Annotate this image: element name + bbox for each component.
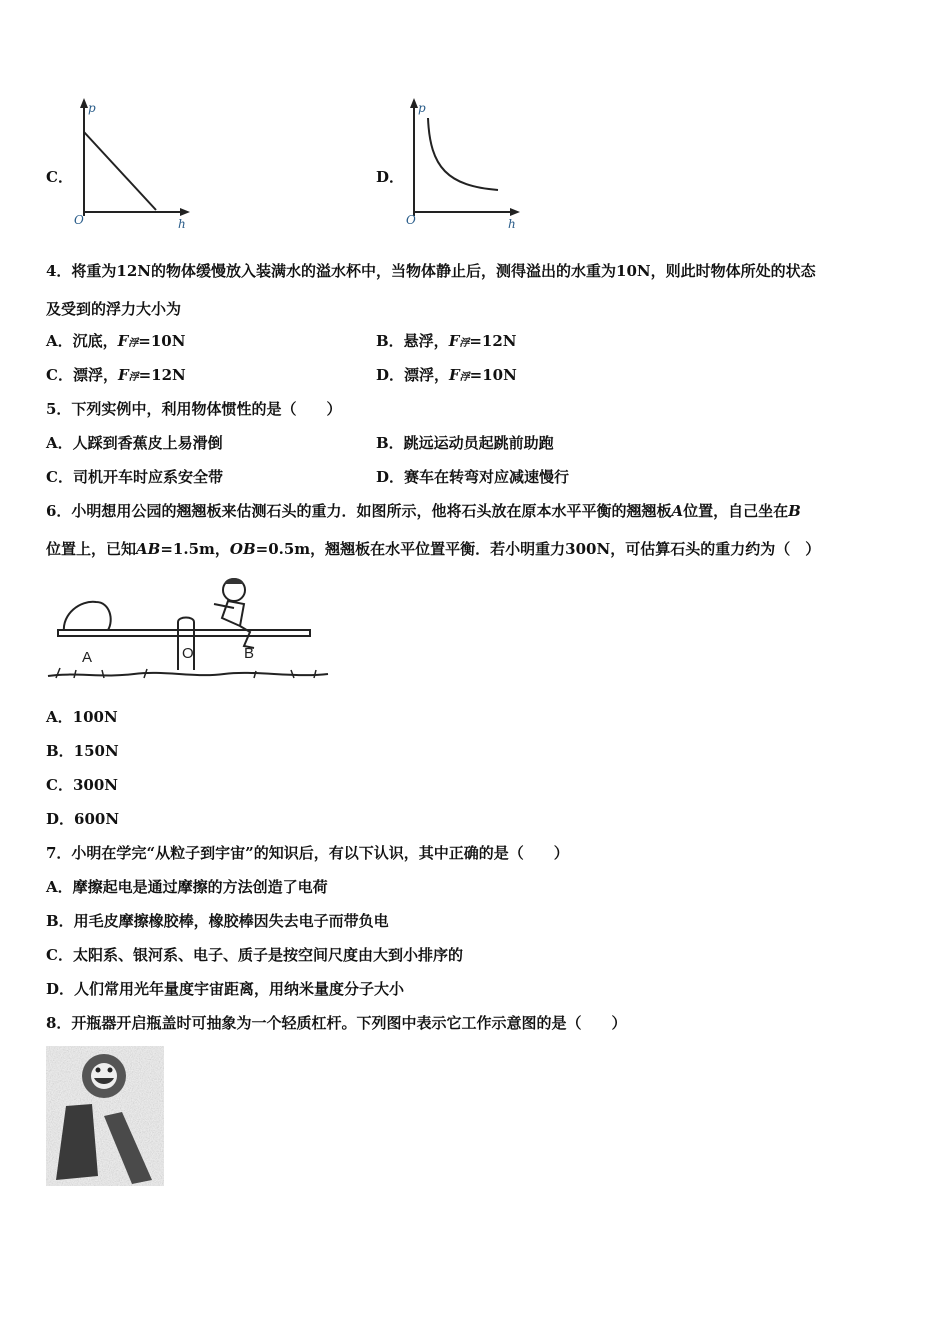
graph-d-inverse bbox=[398, 98, 528, 234]
q4-stem-line1: 4．将重为12N的物体缓慢放入装满水的溢水杯中，当物体静止后，测得溢出的水重为10N，则此时物体所处的状态 bbox=[46, 262, 816, 280]
q7-stem: 7．小明在学完“从粒子到宇宙”的知识后，有以下认识，其中正确的是（ ） bbox=[46, 844, 569, 862]
seesaw-label-b: B bbox=[244, 645, 255, 662]
q4-stem-line2: 及受到的浮力大小为 bbox=[46, 300, 182, 318]
stone-icon bbox=[64, 602, 111, 632]
q6-option-a: A．100N bbox=[46, 708, 118, 726]
q8-stem: 8．开瓶器开启瓶盖时可抽象为一个轻质杠杆。下列图中表示它工作示意图的是（ ） bbox=[46, 1014, 627, 1032]
seesaw-board bbox=[58, 630, 310, 636]
q7-option-b: B．用毛皮摩擦橡胶棒，橡胶棒因失去电子而带负电 bbox=[46, 912, 389, 930]
q4-option-c: C．漂浮，F浮=12N bbox=[46, 366, 186, 384]
graph-c-x-label: h bbox=[178, 217, 186, 231]
q5-option-d: D．赛车在转弯对应减速慢行 bbox=[376, 468, 570, 486]
graph-d-label: D． bbox=[376, 168, 405, 186]
q5-stem: 5．下列实例中，利用物体惯性的是（ ） bbox=[46, 400, 342, 418]
q6-stem-line2: 位置上，已知AB=1.5m，OB=0.5m，翘翘板在水平位置平衡．若小明重力300N，可估算石头的重力约为（ ） bbox=[46, 540, 821, 558]
graph-c-y-label: p bbox=[88, 101, 96, 115]
graph-d-x-label: h bbox=[508, 217, 516, 231]
graph-c-label: C． bbox=[46, 168, 73, 186]
q7-option-d: D．人们常用光年量度宇宙距离，用纳米量度分子大小 bbox=[46, 980, 405, 998]
q5-option-b: B．跳远运动员起跳前助跑 bbox=[376, 434, 554, 452]
q6-option-b: B．150N bbox=[46, 742, 119, 760]
seesaw-label-o: O bbox=[182, 645, 194, 662]
q6-option-d: D．600N bbox=[46, 810, 120, 828]
bottle-opener-image bbox=[46, 1046, 164, 1186]
q7-option-c: C．太阳系、银河系、电子、质子是按空间尺度由大到小排序的 bbox=[46, 946, 463, 964]
q4-option-a: A．沉底，F浮=10N bbox=[46, 332, 186, 350]
graph-c-linear bbox=[68, 98, 198, 234]
graph-d-y-label: p bbox=[418, 101, 426, 115]
q4-option-b: B．悬浮，F浮=12N bbox=[376, 332, 517, 350]
graph-c-origin: O bbox=[74, 213, 84, 227]
q5-option-c: C．司机开车时应系安全带 bbox=[46, 468, 223, 486]
q7-option-a: A．摩擦起电是通过摩擦的方法创造了电荷 bbox=[46, 878, 328, 896]
q4-option-d: D．漂浮，F浮=10N bbox=[376, 366, 517, 384]
q5-option-a: A．人踩到香蕉皮上易滑倒 bbox=[46, 434, 223, 452]
child-icon bbox=[214, 578, 254, 648]
q6-option-c: C．300N bbox=[46, 776, 118, 794]
seesaw-figure bbox=[44, 574, 334, 684]
graph-d-origin: O bbox=[406, 213, 416, 227]
seesaw-label-a: A bbox=[82, 649, 93, 666]
q6-stem-line1: 6．小明想用公园的翘翘板来估测石头的重力．如图所示，他将石头放在原本水平平衡的翘翘板A位置，自己坐在B bbox=[46, 502, 801, 520]
